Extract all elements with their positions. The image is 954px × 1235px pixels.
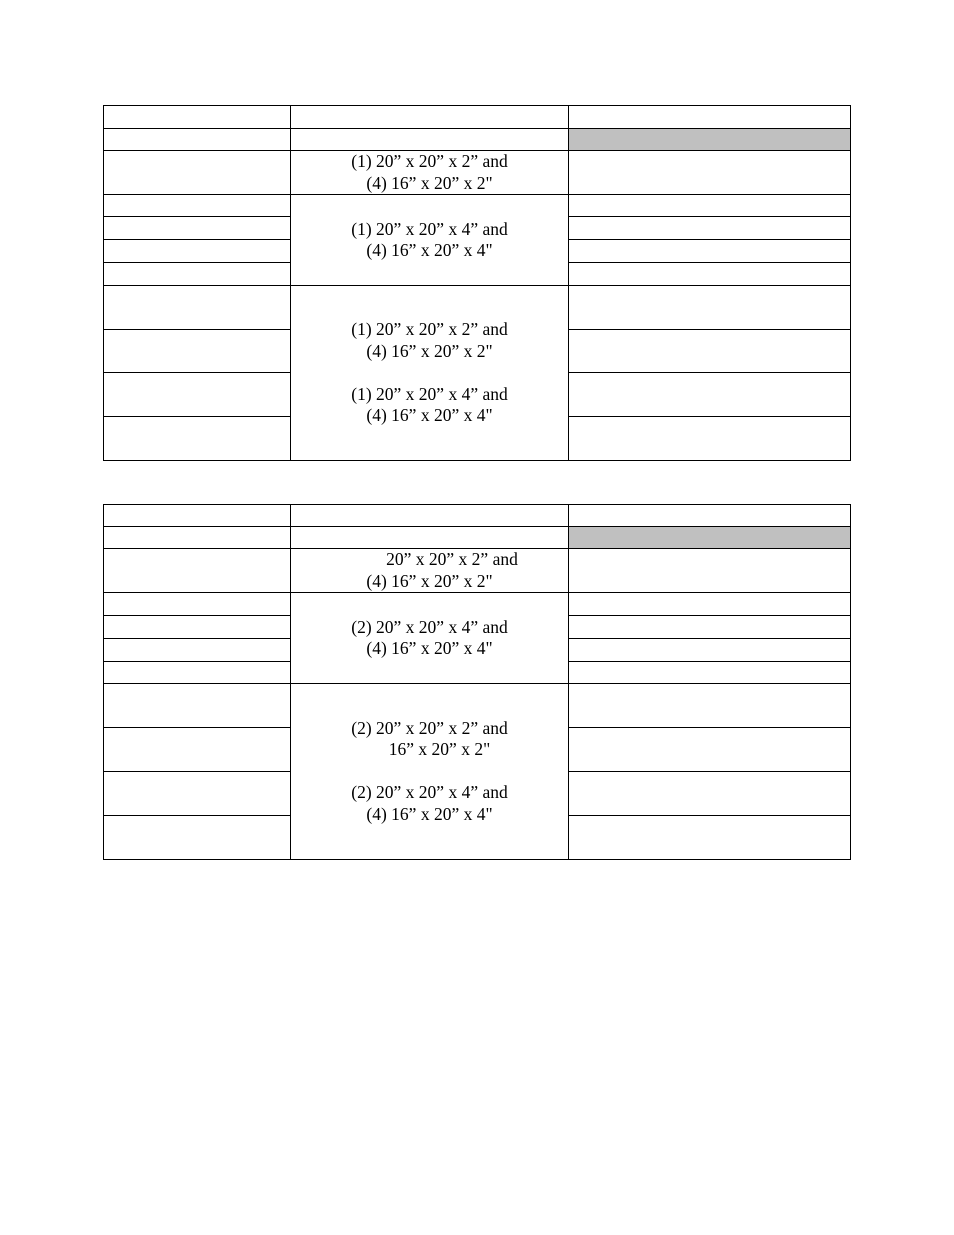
table-cell bbox=[104, 505, 291, 527]
table-cell bbox=[104, 816, 291, 860]
filter-spec-line: 16” x 20” x 2" bbox=[388, 739, 491, 760]
table-cell bbox=[569, 217, 851, 240]
table-cell bbox=[104, 151, 291, 195]
filter-spec-cell bbox=[291, 286, 569, 461]
filter-spec-cell bbox=[291, 684, 569, 860]
filter-spec-line: (4) 16” x 20” x 2" bbox=[366, 172, 493, 193]
filter-spec-line: (4) 16” x 20” x 4" bbox=[366, 405, 493, 426]
table-cell bbox=[104, 240, 291, 263]
table-cell bbox=[569, 616, 851, 639]
filter-spec-line: (1) 20” x 20” x 2” and bbox=[351, 319, 508, 340]
table-cell bbox=[569, 639, 851, 662]
table-cell bbox=[569, 549, 851, 593]
table-cell bbox=[291, 527, 569, 549]
table-cell bbox=[104, 417, 291, 461]
table-cell bbox=[569, 772, 851, 816]
filter-spec-line: (1) 20” x 20” x 4” and bbox=[351, 383, 508, 404]
table-cell bbox=[104, 549, 291, 593]
filter-spec-line: (1) 20” x 20” x 4” and bbox=[351, 218, 508, 239]
table-cell bbox=[569, 417, 851, 461]
table-cell bbox=[104, 662, 291, 684]
table-cell bbox=[569, 662, 851, 684]
table-cell bbox=[291, 106, 569, 129]
table-cell bbox=[104, 684, 291, 728]
table-cell bbox=[104, 330, 291, 373]
filter-spec-cell bbox=[291, 151, 569, 195]
filter-spec-cell bbox=[291, 549, 569, 593]
table-cell bbox=[104, 195, 291, 217]
filter-spec-line: (2) 20” x 20” x 2” and bbox=[351, 717, 508, 738]
filter-spec-line: (4) 16” x 20” x 4" bbox=[366, 240, 493, 260]
filter-spec-line: (4) 16” x 20” x 2" bbox=[366, 340, 493, 361]
table-cell bbox=[569, 593, 851, 616]
table-cell bbox=[104, 286, 291, 330]
table-cell bbox=[104, 728, 291, 772]
table-cell bbox=[569, 195, 851, 217]
table-cell bbox=[569, 684, 851, 728]
table-cell bbox=[291, 129, 569, 151]
table-cell bbox=[569, 505, 851, 527]
table-cell bbox=[104, 217, 291, 240]
table-cell bbox=[569, 106, 851, 129]
table-cell bbox=[569, 373, 851, 417]
table-cell bbox=[569, 151, 851, 195]
filter-spec-cell bbox=[291, 195, 569, 286]
shaded-cell bbox=[569, 129, 851, 151]
table-cell bbox=[104, 129, 291, 151]
filter-spec-line: (4) 16” x 20” x 2" bbox=[366, 570, 493, 591]
shaded-cell bbox=[569, 527, 851, 549]
filter-table-2 bbox=[103, 504, 851, 860]
table-cell bbox=[104, 639, 291, 662]
table-cell bbox=[569, 286, 851, 330]
table-cell bbox=[569, 240, 851, 263]
table-cell bbox=[569, 263, 851, 286]
table-cell bbox=[104, 263, 291, 286]
table-cell bbox=[569, 728, 851, 772]
filter-spec-cell bbox=[291, 593, 569, 684]
filter-table-1 bbox=[103, 105, 851, 461]
filter-spec-line: (4) 16” x 20” x 4" bbox=[366, 638, 493, 658]
filter-spec-line: (2) 20” x 20” x 4” and bbox=[351, 782, 508, 803]
table-cell bbox=[569, 816, 851, 860]
table-cell bbox=[569, 330, 851, 373]
filter-spec-line: (2) 20” x 20” x 4” and bbox=[351, 616, 508, 637]
filter-spec-line: (1) 20” x 20” x 2” and bbox=[351, 151, 508, 171]
table-cell bbox=[104, 593, 291, 616]
filter-spec-line: (4) 16” x 20” x 4" bbox=[366, 803, 493, 824]
table-cell bbox=[104, 772, 291, 816]
table-cell bbox=[104, 616, 291, 639]
filter-spec-line: 20” x 20” x 2” and bbox=[386, 549, 518, 569]
table-cell bbox=[104, 373, 291, 417]
table-cell bbox=[104, 106, 291, 129]
table-cell bbox=[104, 527, 291, 549]
table-cell bbox=[291, 505, 569, 527]
